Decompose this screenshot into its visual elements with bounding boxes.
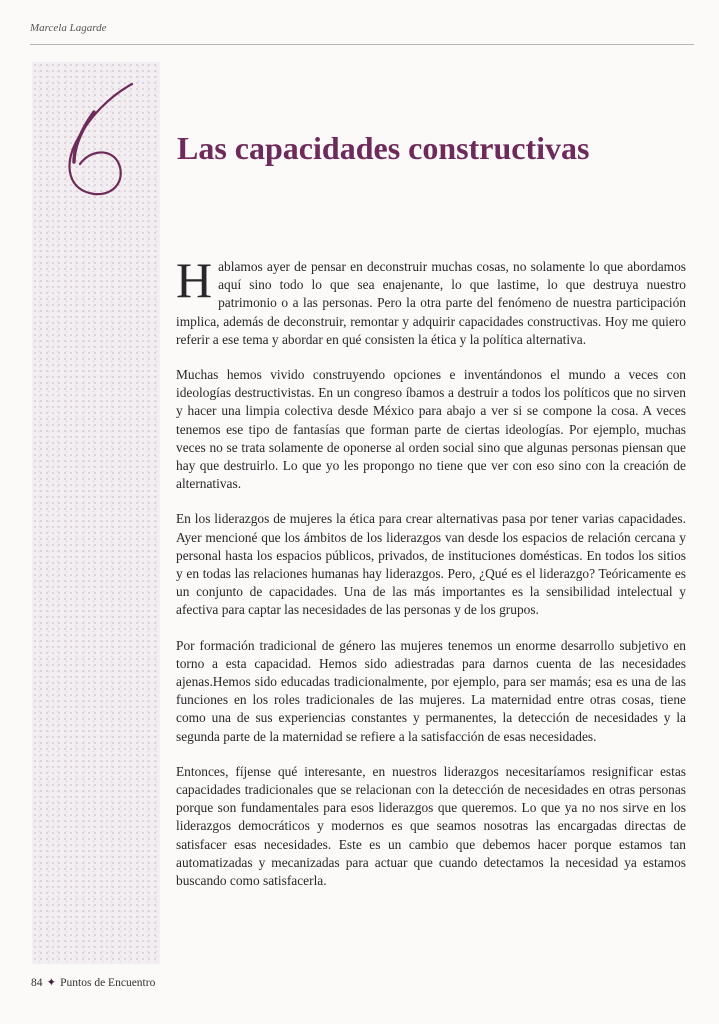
body-text [176,252,686,907]
paragraph-5: Entonces, fíjense qué interesante, en nuestros liderazgos necesitaríamos resignificar estas capacidades tradicionales que se relacionan con la detección de necesidades en otras personas porque son fundamentales para esos liderazgos que queremos. Lo que ya no nos sirve en los liderazgos democráticos y modernos es que seamos nosotras las encargadas directas de satisfacer esas necesidades. Este es un cambio que debemos hacer porque estamos tan automatizadas y mecanizadas para actuar que cuando detectamos la necesidad ya estamos buscando como satisfacerla. [176,763,686,889]
chapter-number: 6 [54,74,55,75]
paragraph-3: En los liderazgos de mujeres la ética para crear alternativas pasa por tener varias capacidades. Ayer mencioné que los ámbitos de los liderazgos van desde los espacios de relación cercana y personal hasta los espacios públicos, privados, de instituciones domésticas. En todos los sitios y en todas las relaciones humanas hay liderazgos. Pero, ¿Qué es el liderazgo? Teóricamente es un conjunto de capacidades. Una de las más importantes es la sensibilidad intelectual y afectiva para captar las necesidades de las personas y de los grupos. [176,511,686,618]
page-footer [31,975,155,989]
chapter-number-glyph [54,74,142,204]
paragraph-1-text: ablamos ayer de pensar en deconstruir muchas cosas, no solamente lo que abordamos aquí sino todo lo que sea enajenante, lo que lastime, lo que destruya nuestro patrimonio o a las personas. Pero la otra parte del fenómeno de nuestra participación implica, además de deconstruir, remontar y adquirir capacidades constructivas. Hoy me quiero referir a ese tema y abordar en qué consisten la ética y la política alternativa. [176,259,686,347]
running-head: Marcela Lagarde [30,22,107,34]
paragraph-1 [176,252,686,349]
page-number: 84 [31,977,43,989]
drop-cap: H [176,252,213,308]
publication-name: Puntos de Encuentro [60,977,156,989]
header-rule [30,44,694,45]
paragraph-4: Por formación tradicional de género las mujeres tenemos un enorme desarrollo subjetivo en torno a esta capacidad. Hemos sido adiestradas para darnos cuenta de las necesidades ajenas.Hemos sido educadas tradicionalmente, por ejemplo, para ser mamás; esa es una de las funciones en los roles tradicionales de las mujeres. La maternidad entre otras cosas, tiene como una de sus experiencias constantes y permanentes, la detección de necesidades y la segunda parte de la maternidad se refiere a la satisfacción de esas necesidades. [176,637,686,744]
chapter-title: Las capacidades constructivas [177,130,590,166]
separator-icon: ✦ [46,977,57,989]
paragraph-2: Muchas hemos vivido construyendo opciones e inventándonos el mundo a veces con ideologías destructivistas. En un congreso íbamos a destruir a todos los políticos que no sirven y hacer una limpia colectiva desde México para abajo a ver si se compone la cosa. A veces tenemos ese tipo de fantasías que forman parte de ciertas ideologías. Por ejemplo, muchas veces no se trata solamente de oponerse al orden social sino que algunas personas piensan que hay que destruirlo. Lo que yo les propongo no tiene que ver con eso sino con la creación de alternativas. [176,367,686,492]
